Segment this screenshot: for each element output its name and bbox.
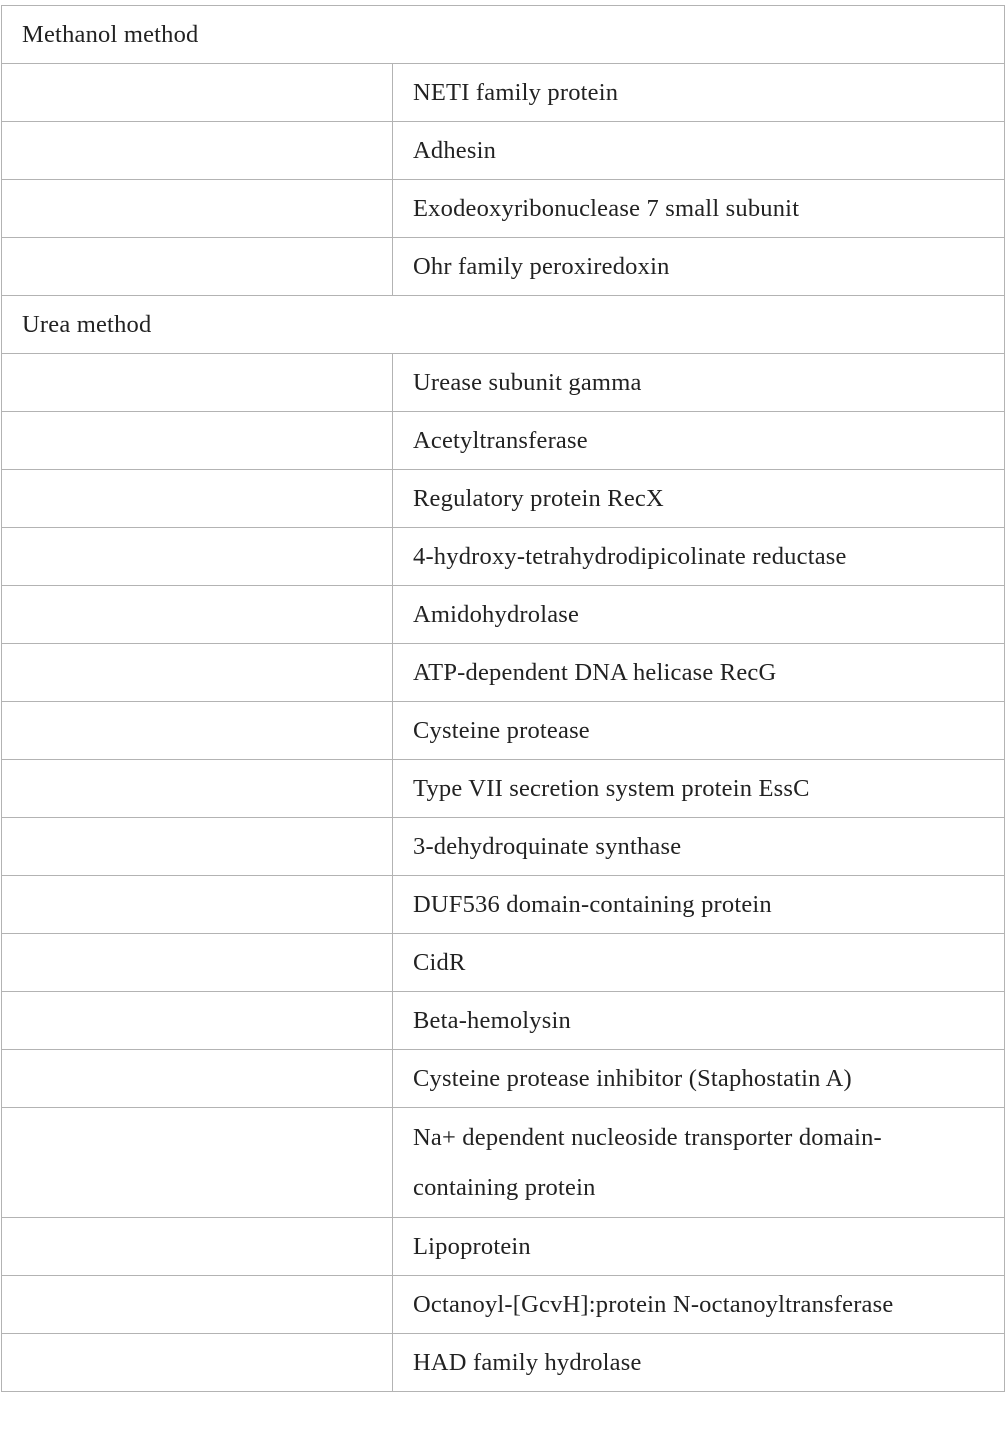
table-row bbox=[2, 1108, 1005, 1218]
protein-name: Cysteine protease inhibitor (Staphostatin A) bbox=[393, 1050, 1005, 1108]
empty-cell bbox=[2, 180, 393, 238]
table-row bbox=[2, 760, 1005, 818]
empty-cell bbox=[2, 64, 393, 122]
protein-table-body bbox=[2, 6, 1005, 1392]
section-title: Urea method bbox=[2, 296, 1005, 354]
protein-name: ATP-dependent DNA helicase RecG bbox=[393, 644, 1005, 702]
protein-name: Adhesin bbox=[393, 122, 1005, 180]
empty-cell bbox=[2, 1050, 393, 1108]
protein-name: 4-hydroxy-tetrahydrodipicolinate reductase bbox=[393, 528, 1005, 586]
table-row bbox=[2, 934, 1005, 992]
section-header-row bbox=[2, 296, 1005, 354]
table-row bbox=[2, 1334, 1005, 1392]
protein-name: CidR bbox=[393, 934, 1005, 992]
empty-cell bbox=[2, 1218, 393, 1276]
table-row bbox=[2, 122, 1005, 180]
empty-cell bbox=[2, 1276, 393, 1334]
table-row bbox=[2, 238, 1005, 296]
empty-cell bbox=[2, 1108, 393, 1218]
table-row bbox=[2, 1218, 1005, 1276]
protein-name: DUF536 domain-containing protein bbox=[393, 876, 1005, 934]
empty-cell bbox=[2, 934, 393, 992]
table-row bbox=[2, 644, 1005, 702]
section-header-row bbox=[2, 6, 1005, 64]
empty-cell bbox=[2, 702, 393, 760]
table-row bbox=[2, 586, 1005, 644]
table-row bbox=[2, 876, 1005, 934]
protein-name: Type VII secretion system protein EssC bbox=[393, 760, 1005, 818]
empty-cell bbox=[2, 992, 393, 1050]
empty-cell bbox=[2, 238, 393, 296]
table-row bbox=[2, 702, 1005, 760]
empty-cell bbox=[2, 760, 393, 818]
table-row bbox=[2, 1276, 1005, 1334]
protein-name: Beta-hemolysin bbox=[393, 992, 1005, 1050]
empty-cell bbox=[2, 354, 393, 412]
protein-name: Lipoprotein bbox=[393, 1218, 1005, 1276]
table-row bbox=[2, 412, 1005, 470]
table-row bbox=[2, 354, 1005, 412]
table-row bbox=[2, 528, 1005, 586]
table-row bbox=[2, 992, 1005, 1050]
protein-name: Urease subunit gamma bbox=[393, 354, 1005, 412]
empty-cell bbox=[2, 470, 393, 528]
protein-name: 3-dehydroquinate synthase bbox=[393, 818, 1005, 876]
protein-name: Acetyltransferase bbox=[393, 412, 1005, 470]
empty-cell bbox=[2, 876, 393, 934]
empty-cell bbox=[2, 1334, 393, 1392]
table-row bbox=[2, 470, 1005, 528]
empty-cell bbox=[2, 586, 393, 644]
empty-cell bbox=[2, 412, 393, 470]
empty-cell bbox=[2, 644, 393, 702]
table-row bbox=[2, 64, 1005, 122]
protein-table bbox=[1, 5, 1005, 1392]
table-row bbox=[2, 818, 1005, 876]
protein-name: Octanoyl-[GcvH]:protein N-octanoyltransferase bbox=[393, 1276, 1005, 1334]
empty-cell bbox=[2, 528, 393, 586]
protein-name: HAD family hydrolase bbox=[393, 1334, 1005, 1392]
protein-name: Cysteine protease bbox=[393, 702, 1005, 760]
table-row bbox=[2, 180, 1005, 238]
protein-name: Regulatory protein RecX bbox=[393, 470, 1005, 528]
section-title: Methanol method bbox=[2, 6, 1005, 64]
empty-cell bbox=[2, 818, 393, 876]
protein-name: Exodeoxyribonuclease 7 small subunit bbox=[393, 180, 1005, 238]
table-row bbox=[2, 1050, 1005, 1108]
protein-name: Amidohydrolase bbox=[393, 586, 1005, 644]
empty-cell bbox=[2, 122, 393, 180]
protein-name: Ohr family peroxiredoxin bbox=[393, 238, 1005, 296]
protein-name: Na+ dependent nucleoside transporter domain-containing protein bbox=[393, 1108, 1005, 1218]
protein-name: NETI family protein bbox=[393, 64, 1005, 122]
